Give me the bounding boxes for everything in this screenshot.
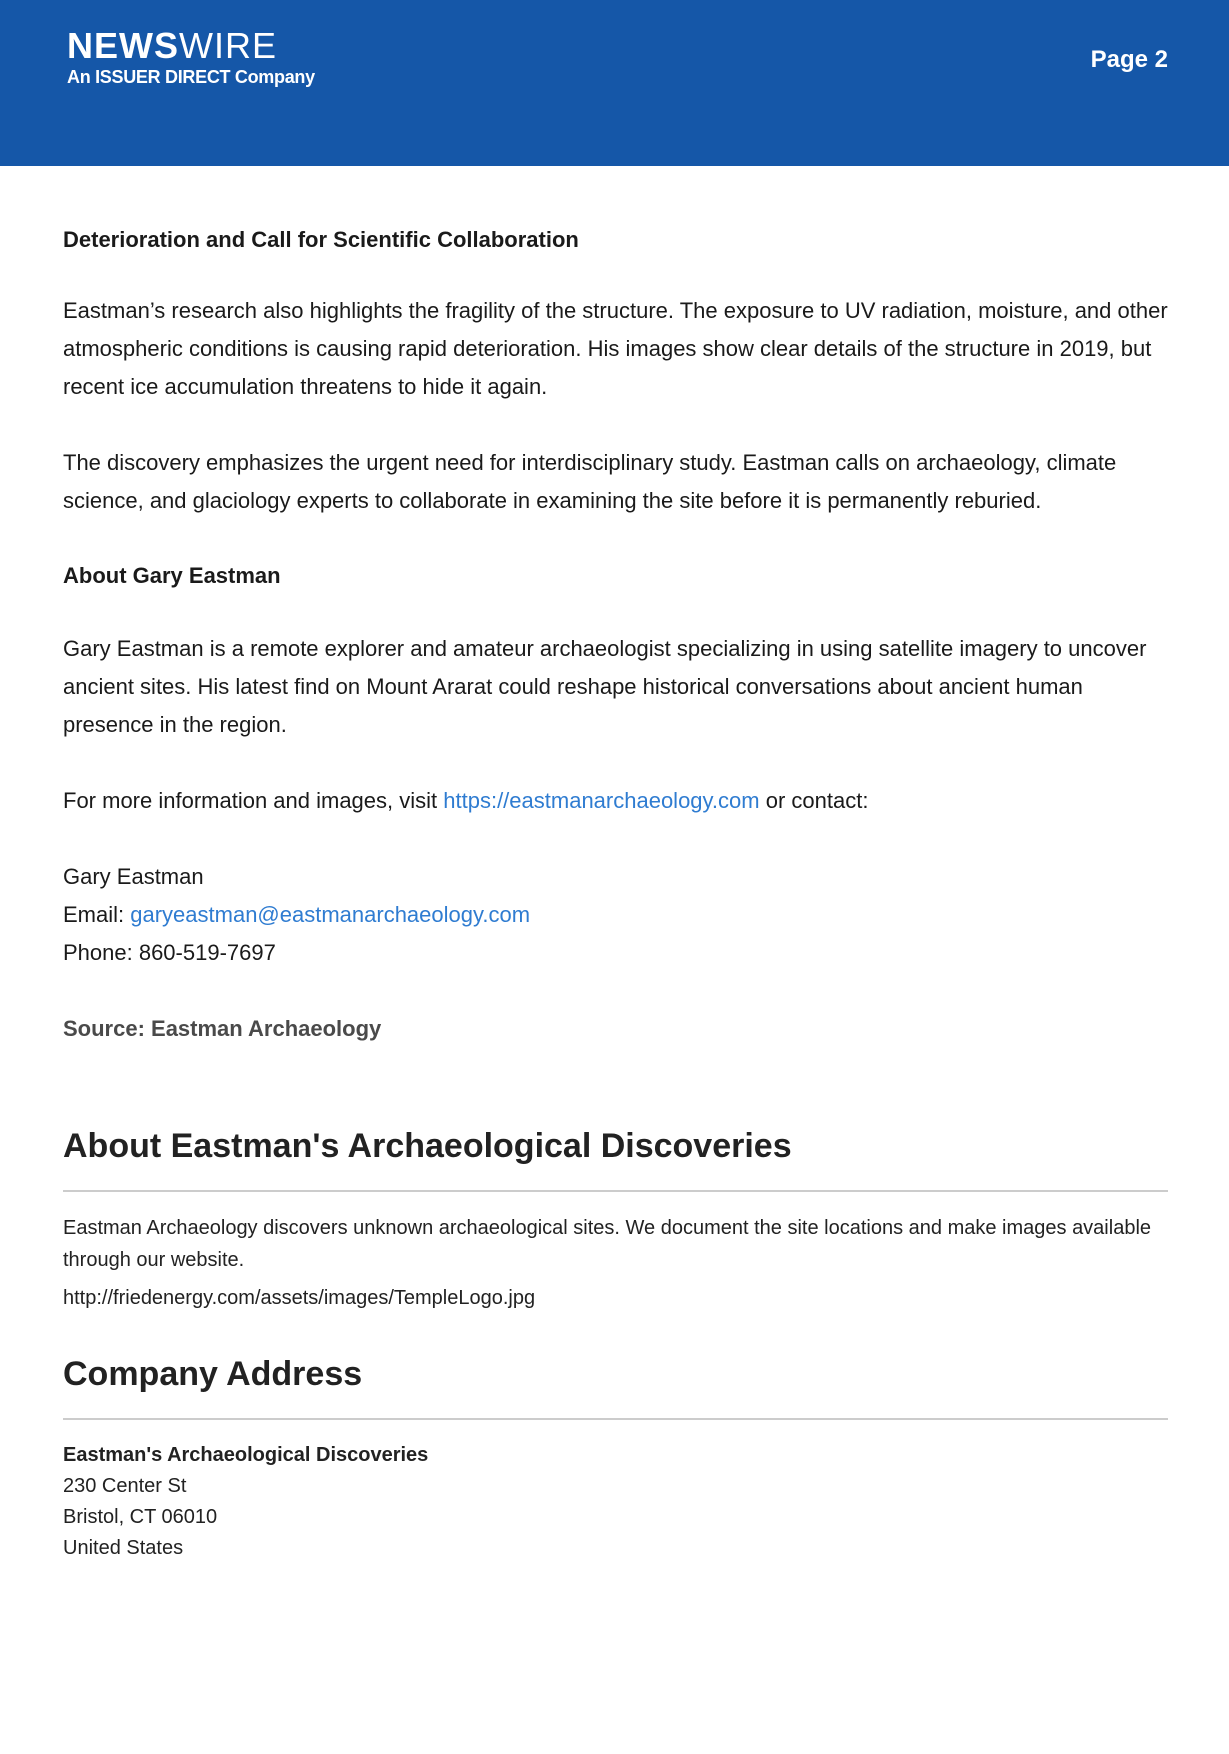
contact-phone: Phone: 860-519-7697: [63, 940, 276, 965]
company-logo-link[interactable]: http://friedenergy.com/assets/images/TempleLogo.jpg: [63, 1287, 536, 1309]
address-country: United States: [63, 1537, 184, 1559]
address-city: Bristol, CT 06010: [63, 1506, 218, 1528]
email-label: Email:: [63, 902, 125, 927]
article-body: [63, 222, 1168, 1564]
company-address-title: Company Address: [63, 1355, 363, 1393]
website-link[interactable]: https://eastmanarchaeology.com: [443, 788, 760, 813]
paragraph-fragility: Eastman’s research also highlights the fragility of the structure. The exposure to UV radiation, moisture, and other atmospheric conditions is causing rapid deterioration. His images show clear details of the structure in 2019, but recent ice accumulation threatens to hide it again.: [63, 298, 1168, 399]
paragraph-discovery: The discovery emphasizes the urgent need for interdisciplinary study. Eastman calls on archaeology, climate science, and glaciology experts to collaborate in examining the site before it is permanently reburied.: [63, 450, 1117, 513]
logo-tagline: An ISSUER DIRECT Company: [67, 67, 315, 87]
page-number: Page 2: [1090, 46, 1168, 73]
newswire-logo: [67, 25, 315, 88]
logo-news: NEWS: [67, 25, 179, 66]
about-company-text: Eastman Archaeology discovers unknown archaeological sites. We document the site locations and make images available through our website.: [63, 1217, 1152, 1271]
paragraph-bio: Gary Eastman is a remote explorer and amateur archaeologist specializing in using satellite imagery to uncover ancient sites. His latest find on Mount Ararat could reshape historical conversations about ancient human presence in the region.: [63, 636, 1147, 737]
address-street: 230 Center St: [63, 1475, 187, 1497]
more-info-prefix: For more information and images, visit: [63, 788, 438, 813]
contact-name: Gary Eastman: [63, 864, 204, 889]
logo-wire: WIRE: [179, 25, 277, 66]
more-info-line: [63, 782, 1168, 820]
contact-email-line: [63, 896, 1168, 934]
section-heading-deterioration: Deterioration and Call for Scientific Collaboration: [63, 227, 579, 252]
about-company-title: About Eastman's Archaeological Discoveries: [63, 1127, 792, 1165]
page-header: [0, 0, 1229, 166]
logo-wordmark: [67, 25, 315, 66]
section-heading-about-gary: About Gary Eastman: [63, 563, 281, 588]
address-company-name: Eastman's Archaeological Discoveries: [63, 1444, 429, 1466]
source-line: Source: Eastman Archaeology: [63, 1016, 382, 1041]
email-link[interactable]: garyeastman@eastmanarchaeology.com: [130, 902, 531, 927]
more-info-suffix: or contact:: [765, 788, 869, 813]
